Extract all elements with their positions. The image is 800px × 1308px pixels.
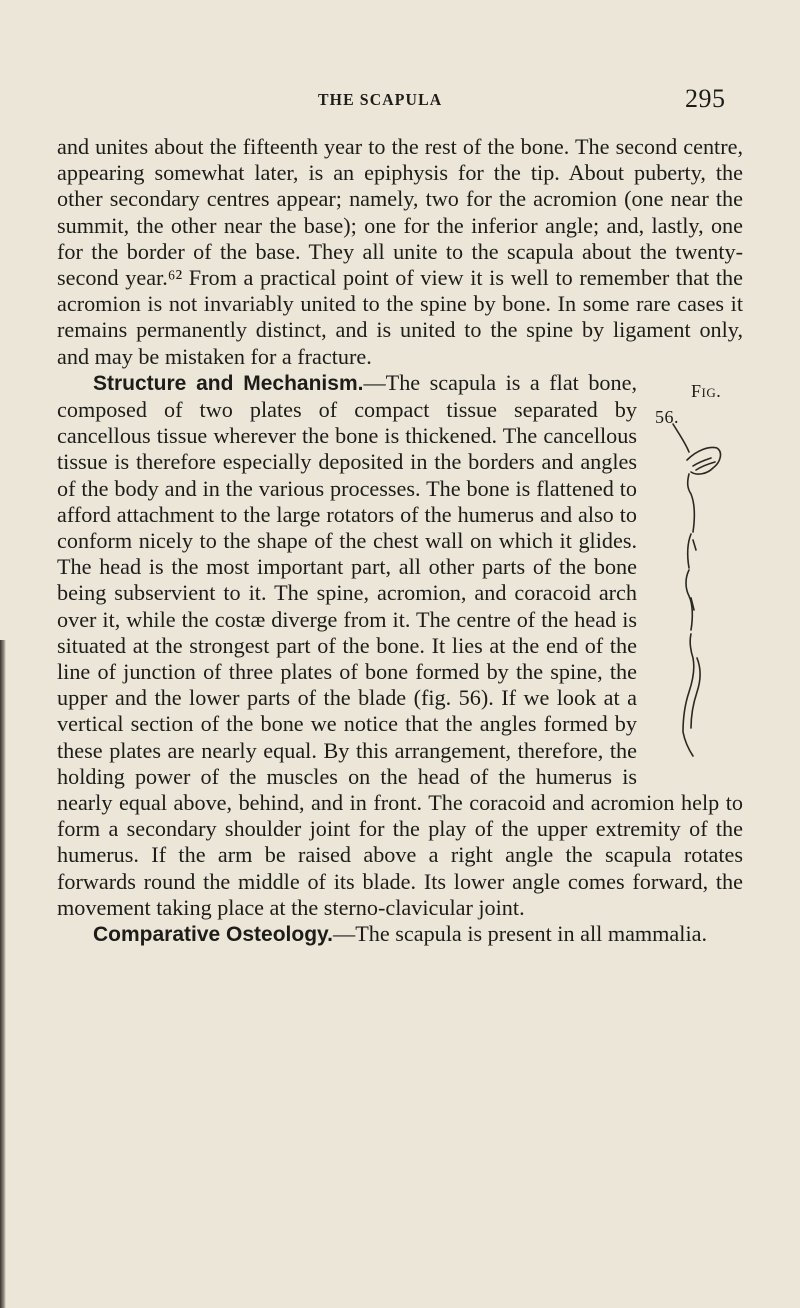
figure-label: Fig. 56.: [655, 380, 722, 428]
running-head: [0, 84, 800, 120]
page-number: 295: [685, 84, 726, 113]
body-text: [57, 134, 743, 948]
scapula-section-figure: [663, 422, 743, 758]
paragraph-comparative: [57, 921, 743, 948]
paragraph-structure: [57, 370, 743, 921]
heading-structure-and-mechanism: Structure and Mechanism.: [93, 371, 364, 395]
paragraph-continuation: and unites about the fifteenth year to the rest of the bone. The second centre, appearing somewhat later, is an epiphysis for the tip. About puberty, the other secondary centres appear; namely, two for the acromion (one near the summit, the other near the base); one for the inferior angle; and, lastly, one for the border of the base. They all unite to the scapula about the twenty-second year.⁶² From a practical point of view it is well to remember that the acromion is not invariably united to the spine by bone. In some rare cases it remains permanently distinct, and is united to the spine by ligament only, and may be mistaken for a fracture.: [57, 134, 743, 369]
page-edge-shadow: [0, 640, 6, 1308]
structure-body-text: —The scapula is a flat bone, composed of two plates of compact tissue separated by cancellous tissue wherever the bone is thickened. The cancellous tissue is therefore especially deposited in the borders and angles of the body and in the various processes. The bone is flattened to afford attachment to the large rotators of the humerus and also to conform nicely to the shape of the chest wall on which it glides. The head is the most important part, all other parts of the bone being subservient to it. The spine, acromion, and coracoid arch over it, while the costæ diverge from it. The centre of the head is situated at the strongest part of the bone. It lies at the end of the line of junction of three plates of bone formed by the spine, the upper and the lower parts of the blade (fig. 56). If we look at a vertical section of the bone we notice that the angles formed by these plates are nearly equal. By this arrangement, therefore, the holding power of the muscles on the head of the humerus is nearly equal above, behind, and in front. The coracoid and acromion help to form a secondary shoulder joint for the play of the upper extremity of the humerus. If the arm be raised above a right angle the scapula rotates forwards round the middle of its blade. Its lower angle comes forward, the movement taking place at the sterno-clavicular joint.: [57, 369, 743, 920]
running-title: THE SCAPULA: [318, 90, 443, 109]
heading-comparative-osteology: Comparative Osteology.: [93, 923, 334, 947]
comparative-body-text: —The scapula is present in all mammalia.: [333, 921, 708, 947]
figure-56: [655, 370, 751, 790]
